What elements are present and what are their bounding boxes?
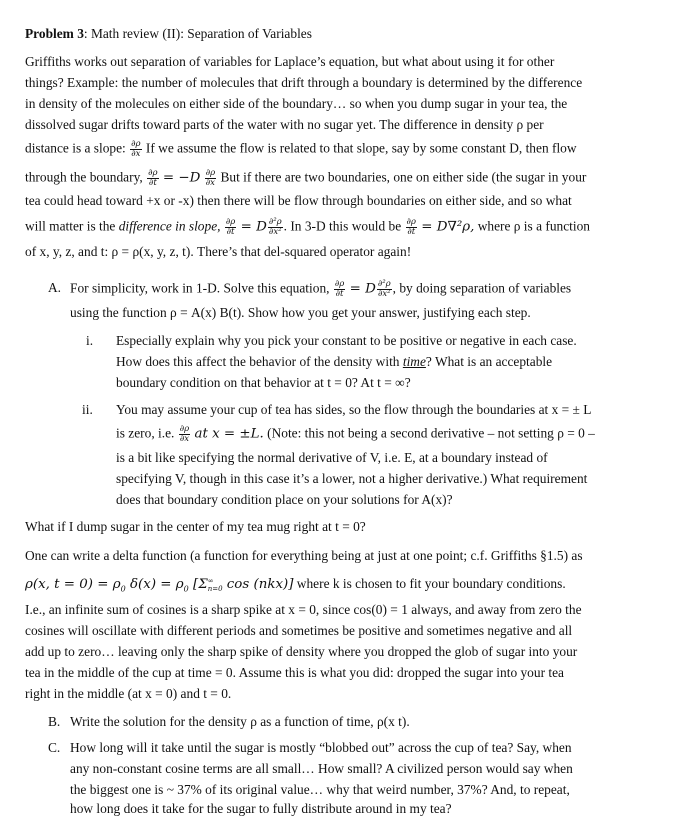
part-c-marker: C.	[48, 740, 61, 755]
part-a-ii-marker: ii.	[82, 402, 93, 417]
fraction-d2rho-dx2: $\frac{\text{∂²ρ}}{\text{∂x²}}$	[268, 217, 282, 237]
part-c-line-3: the biggest one is ~ 37% of its original value… why that weird number, 37%? And, to repeat,	[70, 782, 570, 797]
part-a-i-line-1: Especially explain why you pick your constant to be positive or negative in each case.	[116, 333, 577, 348]
middle-line-3: I.e., an infinite sum of cosines is a sharp spike at x = 0, since cos(0) = 1 always, and away from zero the	[25, 602, 582, 617]
part-a-marker: A.	[48, 280, 62, 295]
problem-heading: : Math review (II): Separation of Variables	[83, 26, 312, 41]
intro-line-1: Griffiths works out separation of variables for Laplace’s equation, but what about using it for other	[25, 54, 555, 69]
intro-line-7: tea could head toward +x or -x) then there will be flow through boundaries on either side, and so what	[25, 193, 572, 208]
middle-line-6: tea in the middle of the cup at time = 0. Assume this is what you did: dropped the sugar into your tea	[25, 665, 564, 680]
part-a-ii-line-2: is zero, i.e. $\frac{\partial\rho}{\partial x}$ at x = ±L. (Note: this not being a second derivative – not setting ρ = 0 –	[116, 424, 595, 444]
part-a-i-line-2: How does this affect the behavior of the density with time? What is an acceptable	[116, 354, 553, 369]
middle-line-5: add up to zero… leaving only the sharp spike of density where you dropped the glob of sugar into your	[25, 644, 578, 659]
delta-function-equation: ρ(x, $t = 0) = \rho_0$ $\delta(x) = \rho_0$ [Σ ∞ n=0 cos (nkx)] where k is chosen to fit your boundary conditions.	[25, 576, 566, 594]
problem-label: Problem 3	[25, 26, 84, 41]
part-b-line-1: Write the solution for the density ρ as a function of time, ρ(x t).	[70, 714, 410, 729]
part-a-i-line-3: boundary condition on that behavior at t = 0? At t = ∞?	[116, 375, 411, 390]
fraction-drho-dt: $\frac{\partial\rho}{\partial t}$	[334, 279, 345, 299]
question-dump-sugar: What if I dump sugar in the center of my tea mug right at t = 0?	[25, 519, 366, 534]
part-a-ii-line-4: specifying V, though in this case it’s a lower, not a higher derivative.) What requirement	[116, 471, 588, 486]
part-c-line-2: any non-constant cosine terms are all small… How small? A civilized person would say when	[70, 761, 573, 776]
middle-line-1: One can write a delta function (a function for everything being at just at one point; c.f. Griffiths §1.5) as	[25, 548, 583, 563]
fraction-drho-dt: $\frac{\partial\rho}{\partial t}$	[406, 217, 416, 237]
fraction-drho-dt: $\frac{\partial\rho}{\partial t}$	[148, 168, 158, 188]
intro-line-9: of x, y, z, and t: ρ = ρ(x, y, z, t). There’s that del-squared operator again!	[25, 244, 412, 259]
part-a-ii-line-1: You may assume your cup of tea has sides, so the flow through the boundaries at x = ± L	[116, 402, 592, 417]
middle-line-7: right in the middle (at x = 0) and t = 0.	[25, 686, 232, 701]
fraction-drho-dx: $\frac{\partial\rho}{\partial x}$	[205, 168, 216, 188]
fraction-drho-dx: $\frac{\partial\rho}{\partial x}$	[131, 139, 141, 159]
part-a-ii-line-5: does that boundary condition place on your solutions for A(x)?	[116, 492, 453, 507]
part-b-marker: B.	[48, 714, 61, 729]
part-a-line-1: For simplicity, work in 1-D. Solve this equation, $\frac{\partial\rho}{\partial t}$ = D $\frac{\text{∂²ρ}}{\text{∂x²}}$ , by doing separation of variables	[70, 279, 572, 299]
intro-line-5: distance is a slope: $\frac{\partial\rho}{\partial x}$ If we assume the flow is related to that slope, say by some constant D, then flow	[25, 139, 577, 159]
part-c-line-1: How long will it take until the sugar is mostly “blobbed out” across the cup of tea? Say, when	[70, 740, 572, 755]
part-a-i-marker: i.	[86, 333, 94, 348]
part-a-line-2: using the function ρ = A(x) B(t). Show how you get your answer, justifying each step.	[70, 305, 531, 320]
intro-line-4: dissolved sugar drifts toward parts of the water with no sugar yet. The difference in density ρ per	[25, 117, 544, 132]
fraction-drho-dx: $\frac{\partial\rho}{\partial x}$	[179, 424, 190, 444]
part-a-ii-line-3: is a bit like specifying the normal derivative of V, i.e. E, at a boundary instead of	[116, 450, 548, 465]
intro-line-2: things? Example: the number of molecules that drift through a boundary is determined by the difference	[25, 75, 583, 90]
fraction-d2rho-dx2: $\frac{\text{∂²ρ}}{\text{∂x²}}$	[377, 279, 391, 299]
fraction-drho-dt: $\frac{\partial\rho}{\partial t}$	[225, 217, 236, 237]
intro-line-3: in density of the molecules on either side of the boundary… so when you dump sugar in your tea, the	[25, 96, 568, 111]
middle-line-4: cosines will oscillate with different periods and sometimes be positive and sometimes negative and all	[25, 623, 573, 638]
problem-title	[25, 26, 312, 42]
intro-line-8: will matter is the difference in slope, $\frac{\partial\rho}{\partial t}$ = D $\frac{\text{∂²ρ}}{\text{∂x²}}$ . In 3-D this would be $\frac{\partial\rho}{\partial t}$ = D∇²ρ, where ρ is a function	[25, 217, 590, 237]
part-c-line-4: how long does it take for the sugar to fully distribute around in my tea?	[70, 801, 452, 816]
intro-line-6: through the boundary, $\frac{\partial\rho}{\partial t}$ = −D $\frac{\partial\rho}{\partial x}$ But if there are two boundaries, one on either side (the sugar in your	[25, 168, 587, 188]
